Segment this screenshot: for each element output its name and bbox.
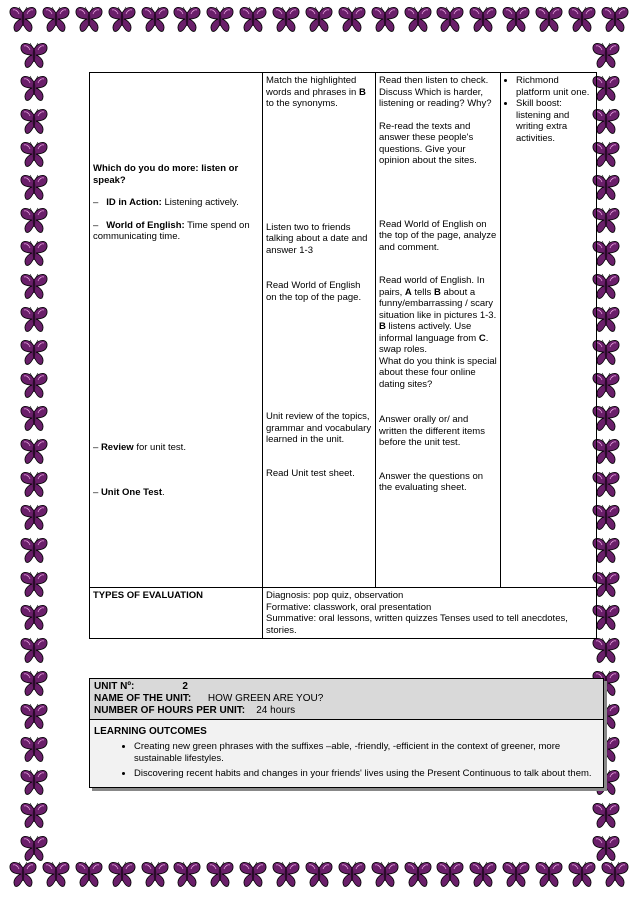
paragraph: Read World of English on the top of the page. <box>266 280 362 303</box>
unit-header <box>90 679 603 720</box>
list-item: • Richmond platform unit one. <box>516 75 593 98</box>
list-item: – World of English: Time spend on communicating time. <box>93 219 250 242</box>
butterfly-icon <box>271 4 301 34</box>
butterfly-icon <box>19 734 49 764</box>
lesson-plan-table <box>89 72 597 639</box>
butterfly-icon <box>107 4 137 34</box>
butterfly-icon <box>435 4 465 34</box>
butterfly-icon <box>19 701 49 731</box>
butterfly-icon <box>591 800 621 830</box>
paragraph: Match the highlighted words and phrases in B to the synonyms. <box>266 75 366 109</box>
butterfly-icon <box>19 502 49 532</box>
butterfly-icon <box>8 859 38 889</box>
list-item: • Skill boost: listening and writing extra activities. <box>516 98 593 144</box>
paragraph: Formative: classwork, oral presentation <box>266 601 432 613</box>
butterfly-icon <box>19 370 49 400</box>
butterfly-icon <box>591 40 621 70</box>
butterfly-icon <box>501 4 531 34</box>
butterfly-icon <box>19 469 49 499</box>
butterfly-icon <box>591 833 621 863</box>
butterfly-icon <box>370 859 400 889</box>
butterfly-icon <box>140 4 170 34</box>
paragraph: Re-read the texts and answer these people's questions. Give your opinion about the sites. <box>379 120 477 166</box>
butterfly-icon <box>172 859 202 889</box>
butterfly-icon <box>468 859 498 889</box>
butterfly-icon <box>74 4 104 34</box>
butterfly-icon <box>19 436 49 466</box>
butterfly-icon <box>304 859 334 889</box>
butterfly-icon <box>19 271 49 301</box>
butterfly-icon <box>19 403 49 433</box>
list-item: – Review for unit test. <box>93 441 186 453</box>
butterfly-icon <box>19 535 49 565</box>
butterfly-icon <box>41 4 71 34</box>
butterfly-icon <box>19 602 49 632</box>
butterfly-icon <box>238 4 268 34</box>
butterfly-icon <box>19 800 49 830</box>
paragraph: Read world of English. In pairs, A tells B about a funny/embarrassing / scary situation like in pictures 1-3. B listens actively. Use informal language from C. swap roles. <box>379 275 497 355</box>
evaluation-label: TYPES OF EVALUATION <box>90 588 263 639</box>
resources-list <box>504 75 593 144</box>
list-item: – Unit One Test. <box>93 487 165 498</box>
butterfly-icon <box>534 4 564 34</box>
table-row <box>90 73 597 588</box>
table-row <box>90 588 597 639</box>
unit-number-row: UNIT Nº: 2 <box>94 681 188 692</box>
lesson-plan-table-section <box>89 72 596 639</box>
butterfly-icon <box>534 859 564 889</box>
butterfly-icon <box>271 859 301 889</box>
list-item: – ID in Action: Listening actively. <box>93 197 239 208</box>
butterfly-icon <box>567 4 597 34</box>
butterfly-icon <box>19 635 49 665</box>
paragraph: Summative: oral lessons, written quizzes Tenses used to tell anecdotes, stories. <box>266 613 568 636</box>
resources-cell <box>501 73 597 588</box>
butterfly-icon <box>19 73 49 103</box>
activities-cell <box>90 73 263 588</box>
butterfly-icon <box>403 859 433 889</box>
butterfly-icon <box>19 833 49 863</box>
butterfly-icon <box>19 205 49 235</box>
butterfly-icon <box>8 4 38 34</box>
butterfly-icon <box>370 4 400 34</box>
paragraph: Answer the questions on the evaluating sheet. <box>379 470 484 493</box>
butterfly-icon <box>337 859 367 889</box>
paragraph: Listen two to friends talking about a date and answer 1-3 <box>266 221 368 256</box>
butterfly-icon <box>19 767 49 797</box>
butterfly-icon <box>41 859 71 889</box>
outcomes-title: LEARNING OUTCOMES <box>94 726 207 737</box>
butterfly-icon <box>172 4 202 34</box>
butterfly-icon <box>19 337 49 367</box>
butterfly-icon <box>238 859 268 889</box>
butterfly-icon <box>74 859 104 889</box>
butterfly-icon <box>501 859 531 889</box>
paragraph: Answer orally or/ and written the different items before the unit test. <box>379 414 485 448</box>
butterfly-icon <box>403 4 433 34</box>
list-item: • Discovering recent habits and changes in your friends' lives using the Present Continuous to talk about them. <box>134 768 599 780</box>
butterfly-icon <box>19 106 49 136</box>
outcomes-list <box>94 741 599 780</box>
butterfly-icon <box>337 4 367 34</box>
left-border <box>14 40 54 863</box>
evaluation-cell <box>263 588 597 639</box>
student-tasks-cell <box>376 73 501 588</box>
bottom-border <box>0 859 638 899</box>
procedure-cell <box>263 73 376 588</box>
question-text: Which do you do more: listen or speak? <box>93 163 239 186</box>
butterfly-icon <box>19 172 49 202</box>
butterfly-icon <box>600 4 630 34</box>
butterfly-icon <box>304 4 334 34</box>
paragraph: Diagnosis: pop quiz, observation <box>266 590 404 601</box>
unit-hours-row: NUMBER OF HOURS PER UNIT: 24 hours <box>94 705 296 716</box>
list-item: • Creating new green phrases with the suffixes –able, -friendly, -efficient in the context of greener, more sustainable lifestyles. <box>134 741 599 765</box>
butterfly-icon <box>591 635 621 665</box>
paragraph: Read World of English on the top of the page, analyze and comment. <box>379 218 497 253</box>
unit-info-box <box>89 678 604 788</box>
butterfly-icon <box>205 859 235 889</box>
butterfly-icon <box>19 668 49 698</box>
paragraph: Read then listen to check. Discuss Which is harder, listening or reading? Why? <box>379 75 492 109</box>
paragraph: What do you think is special about these four online dating sites? <box>379 355 497 390</box>
butterfly-icon <box>435 859 465 889</box>
paragraph: Unit review of the topics, grammar and vocabulary learned in the unit. <box>266 411 372 445</box>
butterfly-icon <box>205 4 235 34</box>
butterfly-icon <box>567 859 597 889</box>
butterfly-icon <box>600 859 630 889</box>
learning-outcomes <box>90 720 603 787</box>
butterfly-icon <box>19 304 49 334</box>
butterfly-icon <box>19 569 49 599</box>
butterfly-icon <box>19 238 49 268</box>
top-border <box>0 4 638 44</box>
butterfly-icon <box>19 139 49 169</box>
butterfly-icon <box>107 859 137 889</box>
paragraph: Read Unit test sheet. <box>266 467 355 479</box>
unit-name-row: NAME OF THE UNIT: HOW GREEN ARE YOU? <box>94 693 324 704</box>
butterfly-icon <box>140 859 170 889</box>
butterfly-icon <box>19 40 49 70</box>
butterfly-icon <box>468 4 498 34</box>
